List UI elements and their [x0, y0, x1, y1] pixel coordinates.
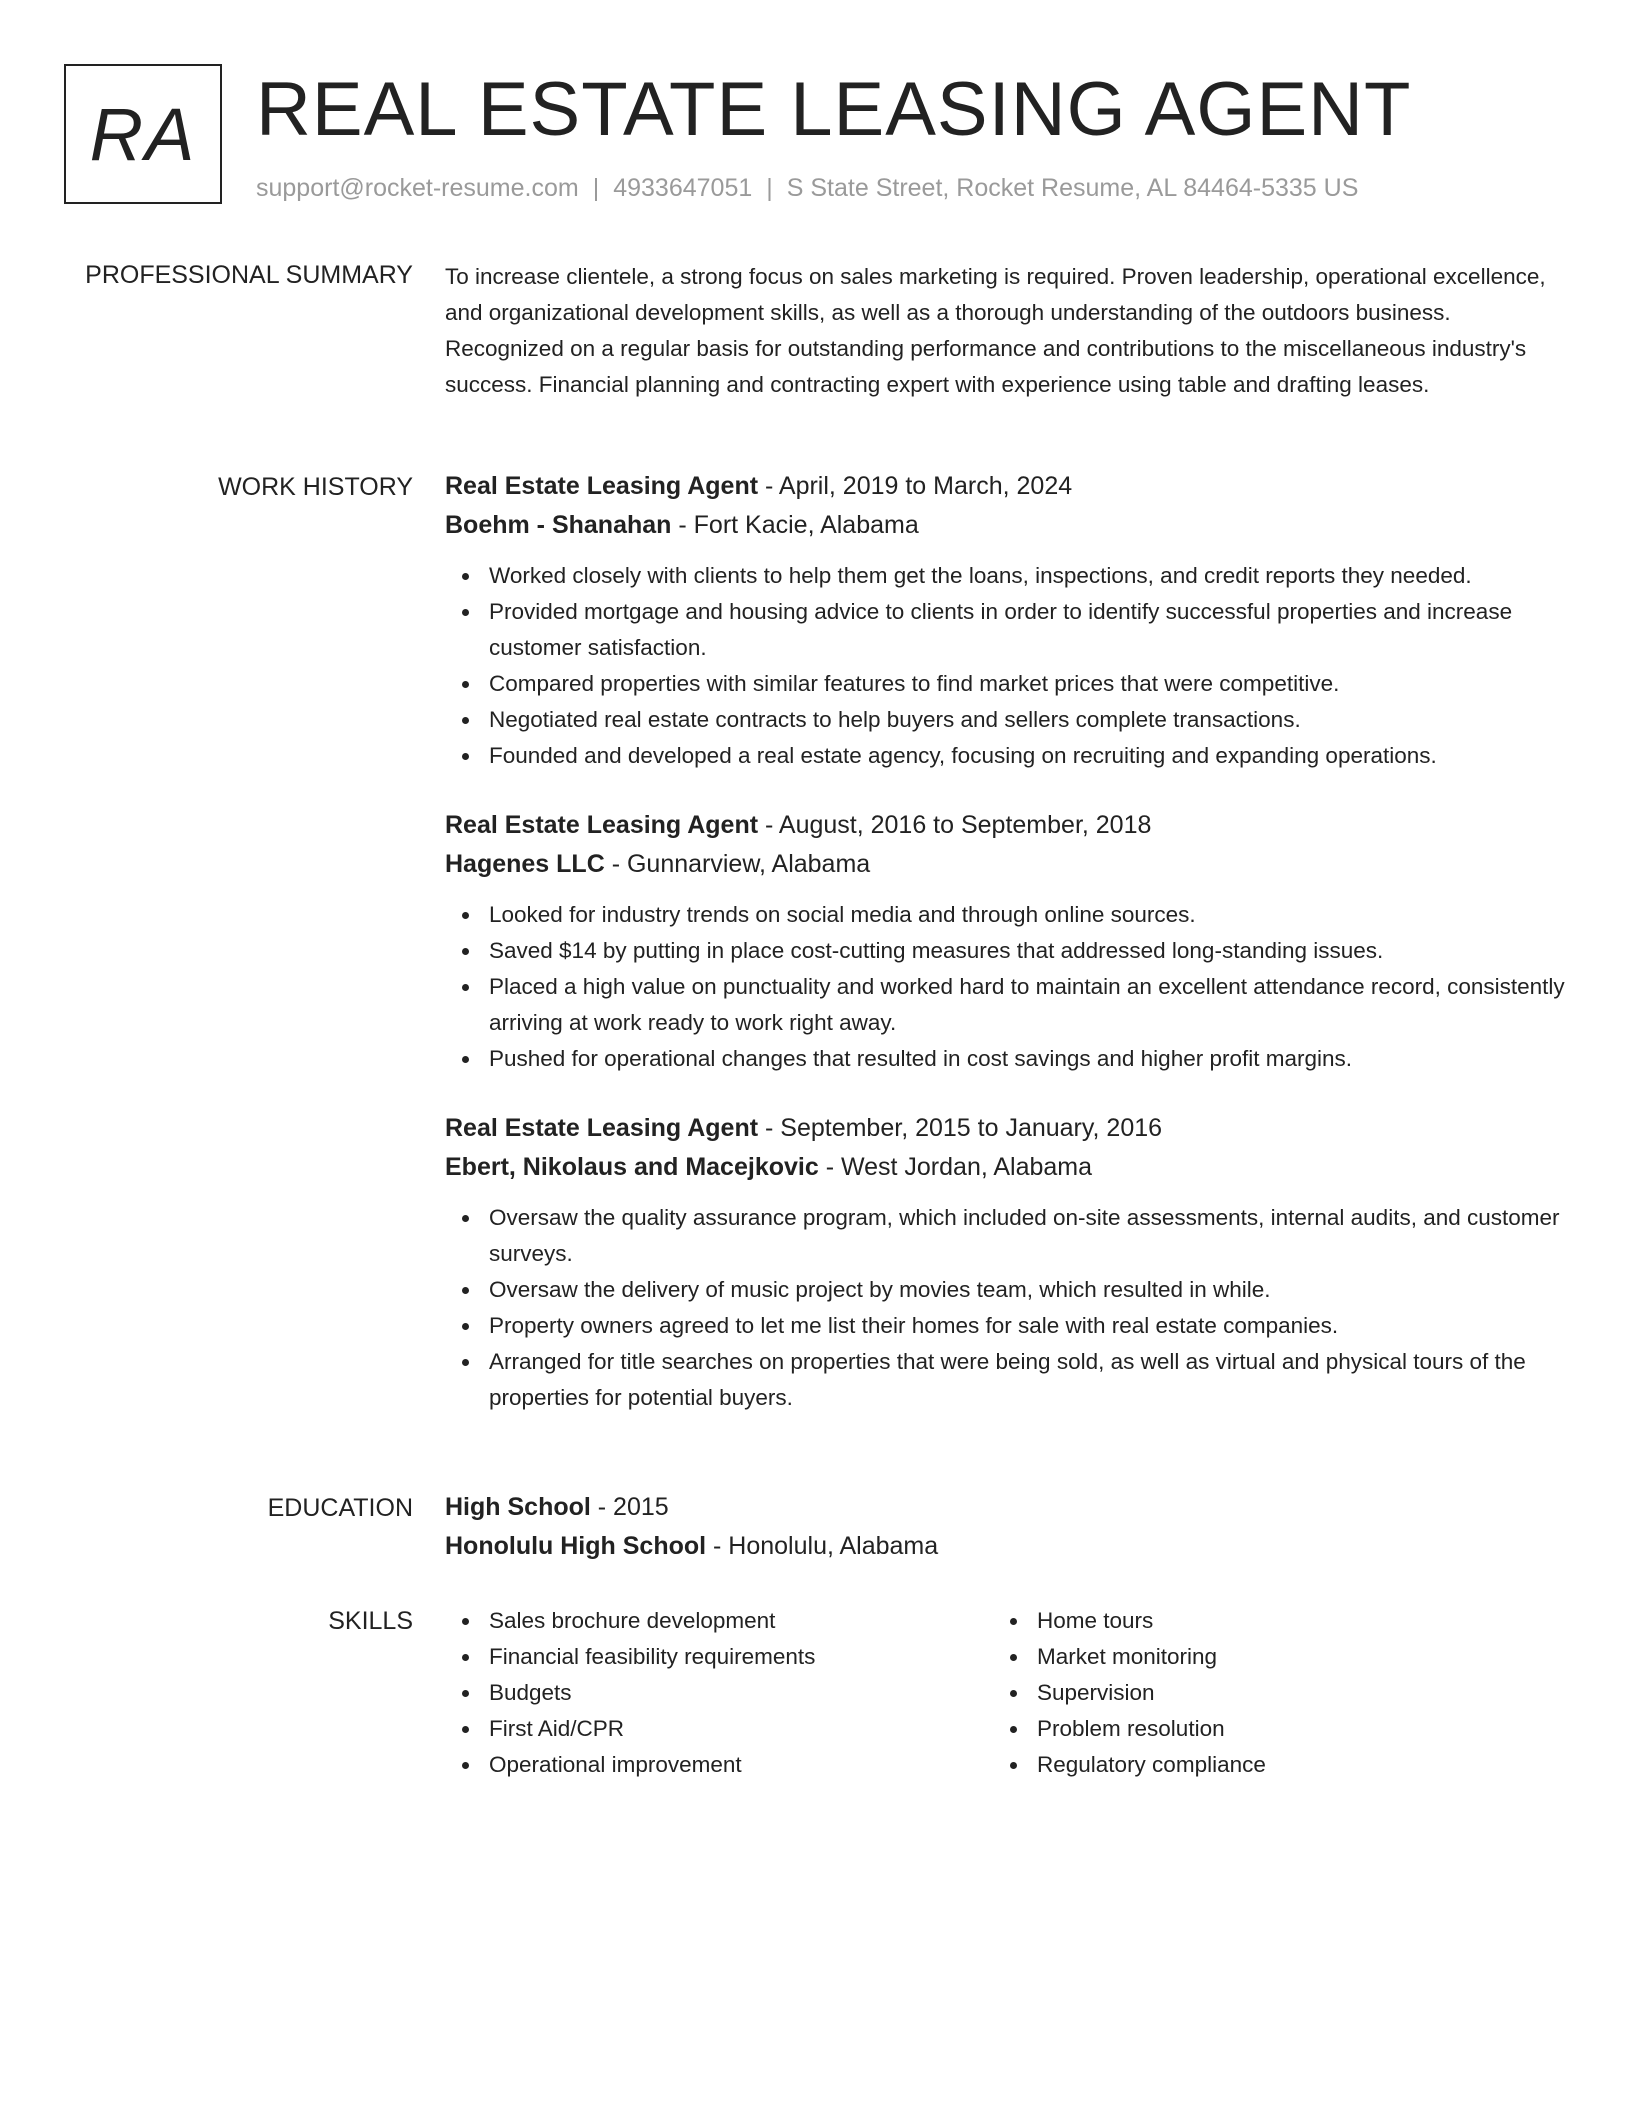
skills-columns [445, 1603, 1565, 1783]
skill-item: Sales brochure development [445, 1603, 993, 1639]
job-title-line [445, 467, 1565, 506]
job-bullet: Negotiated real estate contracts to help buyers and sellers complete transactions. [445, 702, 1565, 738]
job-bullet-list [445, 1200, 1565, 1416]
job-bullet: Founded and developed a real estate agency, focusing on recruiting and expanding operations. [445, 738, 1565, 774]
job-dates: - September, 2015 to January, 2016 [758, 1114, 1163, 1142]
section-heading-work-history: WORK HISTORY [218, 473, 413, 501]
education-degree: High School [445, 1493, 591, 1521]
job-location: - Fort Kacie, Alabama [671, 511, 919, 539]
job-company: Ebert, Nikolaus and Macejkovic [445, 1153, 819, 1181]
job-bullet: Property owners agreed to let me list their homes for sale with real estate companies. [445, 1308, 1565, 1344]
education-year: - 2015 [590, 1493, 669, 1521]
job-company-line [445, 506, 1565, 545]
job-company-line [445, 845, 1565, 884]
job-bullet-list [445, 558, 1565, 774]
job-title: Real Estate Leasing Agent [445, 1114, 759, 1142]
skills-list-right [993, 1603, 1541, 1783]
job-bullet: Oversaw the delivery of music project by movies team, which resulted in while. [445, 1272, 1565, 1308]
skill-item: Home tours [993, 1603, 1541, 1639]
job-title: Real Estate Leasing Agent [445, 472, 759, 500]
contact-separator: | [592, 174, 600, 202]
skill-item: Budgets [445, 1675, 993, 1711]
contact-address: S State Street, Rocket Resume, AL 84464-5335 US [786, 174, 1359, 202]
skills-list-left [445, 1603, 993, 1783]
job-location: - Gunnarview, Alabama [604, 850, 871, 878]
job-bullet: Saved $14 by putting in place cost-cutting measures that addressed long-standing issues. [445, 933, 1565, 969]
education-school: Honolulu High School [445, 1532, 707, 1560]
job-bullet: Oversaw the quality assurance program, which included on-site assessments, internal audits, and customer surveys. [445, 1200, 1565, 1272]
page-title: REAL ESTATE LEASING AGENT [256, 67, 1412, 152]
job-title-line [445, 806, 1565, 845]
section-heading-summary: PROFESSIONAL SUMMARY [85, 261, 413, 289]
education-location: - Honolulu, Alabama [706, 1532, 939, 1560]
job-bullet: Compared properties with similar features to find market prices that were competitive. [445, 666, 1565, 702]
resume-header [64, 64, 1564, 209]
skill-item: Regulatory compliance [993, 1747, 1541, 1783]
contact-separator: | [766, 174, 773, 202]
job-dates: - August, 2016 to September, 2018 [758, 811, 1152, 839]
job-bullet: Worked closely with clients to help them get the loans, inspections, and credit reports they needed. [445, 558, 1565, 594]
skill-item: First Aid/CPR [445, 1711, 993, 1747]
skill-item: Problem resolution [993, 1711, 1541, 1747]
job-company: Boehm - Shanahan [445, 511, 672, 539]
education-degree-line [445, 1488, 1565, 1527]
job-bullet: Provided mortgage and housing advice to clients in order to identify successful properties and increase customer satisfaction. [445, 594, 1565, 666]
education-school-line [445, 1527, 1565, 1566]
contact-phone[interactable]: 4933647051 [613, 174, 753, 202]
monogram-logo: RA [64, 64, 222, 204]
skill-item: Financial feasibility requirements [445, 1639, 993, 1675]
job-bullet: Placed a high value on punctuality and worked hard to maintain an excellent attendance record, consistently arriving at work ready to work right away. [445, 969, 1565, 1041]
job-location: - West Jordan, Alabama [818, 1153, 1093, 1181]
contact-email[interactable]: support@rocket-resume.com [256, 174, 579, 202]
section-heading-skills: SKILLS [328, 1607, 413, 1635]
job-company: Hagenes LLC [445, 850, 605, 878]
job-bullet-list [445, 897, 1565, 1077]
job-entry [445, 806, 1565, 1077]
job-title-line [445, 1109, 1565, 1148]
job-dates: - April, 2019 to March, 2024 [758, 472, 1073, 500]
contact-line [256, 172, 1358, 204]
skill-item: Supervision [993, 1675, 1541, 1711]
job-company-line [445, 1148, 1565, 1187]
job-entry [445, 1109, 1565, 1416]
job-title: Real Estate Leasing Agent [445, 811, 759, 839]
skill-item: Market monitoring [993, 1639, 1541, 1675]
job-bullet: Arranged for title searches on properties that were being sold, as well as virtual and physical tours of the properties for potential buyers. [445, 1344, 1565, 1416]
job-bullet: Looked for industry trends on social media and through online sources. [445, 897, 1565, 933]
job-entry [445, 467, 1565, 774]
skill-item: Operational improvement [445, 1747, 993, 1783]
job-bullet: Pushed for operational changes that resulted in cost savings and higher profit margins. [445, 1041, 1565, 1077]
summary-text: To increase clientele, a strong focus on sales marketing is required. Proven leadership, operational excellence, and organizational development skills, as well as a thorough understanding of the outdoors business. Recognized on a regular basis for outstanding performance and contributions to the miscellaneous industry's success. Financial planning and contracting expert with experience using table and drafting leases. [445, 264, 1546, 397]
section-heading-education: EDUCATION [267, 1494, 413, 1522]
